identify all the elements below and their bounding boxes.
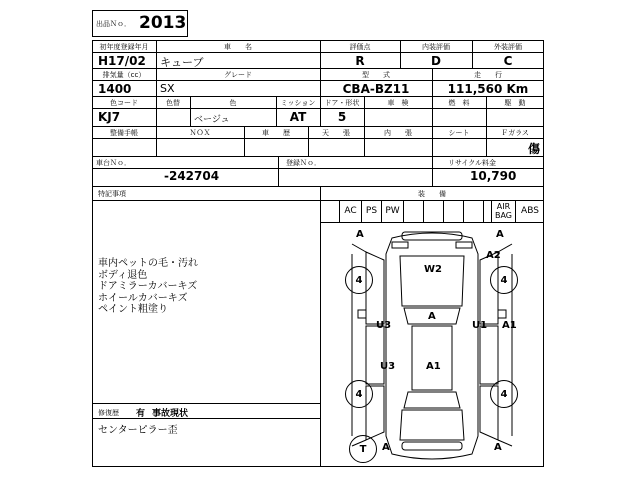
lot-number: 2013	[139, 13, 187, 33]
equipment-item	[320, 200, 340, 222]
damage-mark: U3	[376, 320, 392, 331]
overall-score: R	[355, 54, 365, 68]
doors-header: ドア・形状	[324, 99, 360, 107]
lot-number-label: 出品Ｎｏ．	[96, 20, 131, 28]
model-header: 型 式	[362, 71, 390, 79]
equipment-item: AIR BAG	[492, 200, 516, 222]
exterior-grade: C	[503, 54, 513, 68]
exterior-grade-header: 外装評価	[494, 43, 522, 51]
equipment-item: AC	[340, 200, 362, 222]
recycle-fee: 10,790	[470, 169, 517, 183]
notes-header: 特記事項	[98, 190, 126, 198]
note-line: ドアミラーカバーキズ	[98, 281, 198, 292]
equipment-header: 装 備	[418, 190, 446, 198]
doors: 5	[337, 110, 347, 124]
displacement-header: 排気量（cc）	[102, 71, 146, 79]
interior-grade: D	[431, 54, 441, 68]
car-name: キューブ	[160, 56, 204, 69]
repair-history-label: 修復歴	[98, 409, 119, 417]
damage-mark: A	[494, 442, 502, 453]
note-line: ペイント粗塗り	[98, 304, 168, 315]
interior-panel-header: 内 張	[384, 129, 412, 137]
mileage-header: 走 行	[474, 71, 502, 79]
damage-mark: A1	[426, 361, 441, 372]
history-header: 車 歴	[262, 129, 290, 137]
damage-mark: U3	[380, 361, 396, 372]
equipment-item: ABS	[521, 206, 539, 216]
damage-mark: W2	[424, 264, 442, 275]
chassis-number: -242704	[164, 169, 220, 183]
color-change-header: 色替	[166, 99, 180, 107]
car-diagram	[322, 224, 542, 466]
year-header: 初年度登録年月	[99, 43, 149, 51]
score-header: 評価点	[349, 43, 371, 51]
interior-grade-header: 内装評価	[422, 43, 450, 51]
note-line: 車内ペットの毛・汚れ	[98, 258, 198, 269]
transmission-header: ミッション	[280, 99, 316, 107]
equipment-item	[424, 200, 444, 222]
repair-history-value: 有	[136, 409, 146, 419]
registration-header: 登録Ｎｏ．	[286, 159, 321, 167]
color-header: 色	[229, 99, 237, 107]
damage-mark: A	[382, 442, 390, 453]
drive-header: 駆 動	[504, 99, 526, 107]
damage-mark: A	[496, 229, 504, 240]
displacement: 1400	[98, 82, 132, 96]
damage-mark: A	[356, 229, 364, 240]
equipment-item	[444, 200, 464, 222]
repair-detail: センターピラー歪	[98, 425, 178, 436]
color-code: KJ7	[98, 110, 121, 124]
spare-tire-icon: T	[349, 435, 377, 463]
lot-number-box	[92, 10, 188, 37]
first-registration: H17/02	[98, 54, 146, 68]
damage-mark: U1	[472, 320, 488, 331]
nox-header: ＮＯＸ	[189, 129, 211, 137]
transmission: AT	[289, 110, 307, 124]
recycle-header: リサイクル料金	[448, 159, 497, 167]
grade-header: グレード	[224, 71, 252, 79]
equipment-item: PS	[362, 200, 382, 222]
chassis-header: 車台Ｎｏ．	[96, 159, 131, 167]
windshield-header: Ｆガラス	[501, 129, 529, 137]
damage-mark: A	[428, 311, 436, 322]
car-name-header: 車 名	[224, 43, 252, 51]
model-code: CBA-BZ11	[342, 82, 410, 96]
color-code-header: 色コード	[110, 99, 138, 107]
equipment-item	[484, 200, 492, 222]
maintenance-book-header: 整備手帳	[110, 129, 138, 137]
body-color: ベージュ	[194, 115, 230, 125]
seat-header: シート	[448, 129, 470, 137]
equipment-item	[404, 200, 424, 222]
mileage: 111,560 Km	[447, 82, 529, 96]
damage-mark: A1	[502, 320, 517, 331]
note-line: ホイールカバーキズ	[98, 292, 188, 304]
tire-front-right-icon: 4	[490, 266, 518, 294]
damage-mark: A2	[486, 250, 501, 261]
windshield-condition: 傷	[527, 142, 540, 156]
equipment-item: PW	[382, 200, 404, 222]
repair-history-note: 事故現状	[152, 409, 189, 419]
grade: SX	[160, 82, 175, 95]
tire-rear-left-icon: 4	[345, 380, 373, 408]
ceiling-header: 天 張	[322, 129, 350, 137]
equipment-item	[464, 200, 484, 222]
tire-front-left-icon: 4	[345, 266, 373, 294]
notes-list	[98, 258, 198, 316]
fuel-header: 燃 料	[448, 99, 470, 107]
inspection-header: 車 検	[387, 99, 409, 107]
note-line: ボディ退色	[98, 269, 148, 281]
tire-rear-right-icon: 4	[490, 380, 518, 408]
